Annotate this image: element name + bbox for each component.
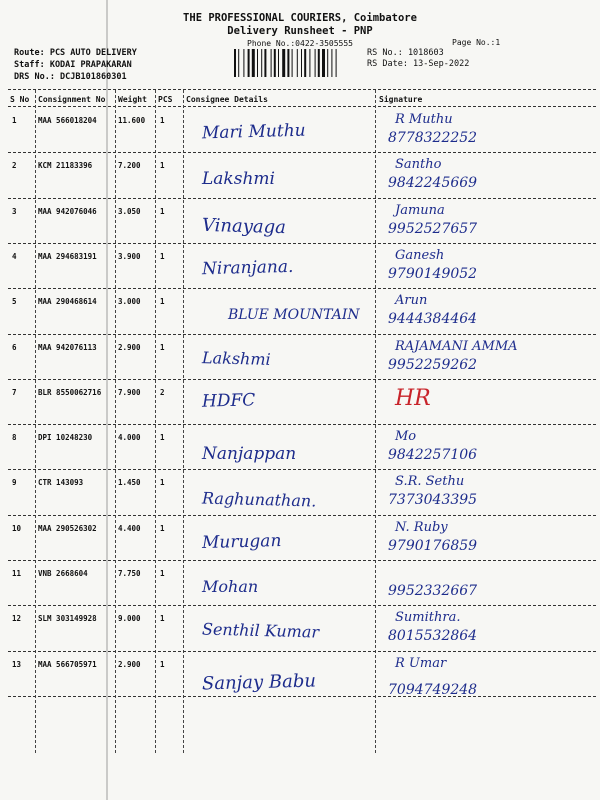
row-sno: 3 — [12, 206, 17, 216]
row-divider — [8, 696, 596, 697]
header-consignment: Consignment No — [38, 95, 106, 104]
row-weight: 4.000 — [118, 433, 141, 443]
row-pcs: 1 — [160, 116, 165, 125]
row-phone: 9952332667 — [388, 583, 478, 599]
row-consignment-no: MAA 942076113 — [38, 342, 97, 352]
column-divider — [183, 90, 184, 753]
row-consignee-name: Murugan — [201, 530, 282, 553]
row-sno: 10 — [12, 523, 22, 533]
row-weight: 9.000 — [118, 614, 141, 624]
row-weight: 3.050 — [118, 206, 141, 216]
row-signature: R Muthu — [395, 112, 453, 127]
row-sno: 13 — [12, 659, 22, 669]
staff-label: Staff: KODAI PRAPAKARAN — [14, 60, 132, 70]
row-signature: Sumithra. — [395, 610, 461, 626]
row-signature: HR — [395, 385, 431, 411]
row-pcs: 1 — [160, 659, 165, 669]
row-phone: 9842245669 — [388, 175, 478, 192]
row-signature: Santho — [395, 157, 442, 173]
row-phone: 9790176859 — [388, 537, 478, 554]
company-name: THE PROFESSIONAL COURIERS, Coimbatore — [183, 12, 417, 24]
divider — [8, 106, 596, 107]
row-signature: N. Ruby — [395, 519, 448, 535]
row-divider — [8, 605, 596, 606]
row-signature: S.R. Sethu — [395, 474, 465, 490]
row-weight: 1.450 — [118, 478, 141, 488]
row-signature: Jamuna — [395, 202, 445, 218]
row-divider — [8, 469, 596, 470]
route-label: Route: PCS AUTO DELIVERY — [14, 48, 137, 58]
row-divider — [8, 198, 596, 199]
row-signature: RAJAMANI AMMA — [395, 338, 518, 354]
header-pcs: PCS — [158, 95, 173, 104]
row-signature: Mo — [395, 429, 417, 445]
column-divider — [115, 90, 116, 753]
row-signature: Arun — [395, 293, 428, 309]
row-pcs: 1 — [160, 569, 165, 578]
row-divider — [8, 424, 596, 425]
row-pcs: 1 — [160, 206, 165, 216]
row-consignment-no: VNB 2668604 — [38, 569, 88, 578]
row-phone: 9842257106 — [388, 447, 478, 464]
row-sno: 11 — [12, 569, 22, 578]
row-pcs: 1 — [160, 297, 165, 307]
column-divider — [375, 90, 376, 753]
row-signature: R Umar — [395, 655, 447, 671]
row-sno: 8 — [12, 433, 17, 443]
row-phone: 8015532864 — [388, 628, 478, 645]
row-consignment-no: MAA 566705971 — [38, 659, 97, 669]
row-consignee-name: Vinayaga — [201, 214, 287, 238]
row-consignee-name: Lakshmi — [202, 169, 275, 190]
row-phone: 9952527657 — [388, 220, 478, 237]
row-divider — [8, 651, 596, 652]
paper-fold-line — [106, 0, 108, 800]
row-pcs: 1 — [160, 161, 165, 171]
column-divider — [35, 90, 36, 753]
header-sno: S No — [10, 95, 30, 104]
row-consignment-no: SLM 303149928 — [38, 614, 97, 624]
row-phone: 7094749248 — [388, 681, 478, 698]
row-phone: 9790149052 — [388, 265, 478, 282]
row-divider — [8, 515, 596, 516]
row-consignee-name: Niranjana. — [201, 256, 294, 280]
row-consignment-no: MAA 294683191 — [38, 251, 97, 261]
row-consignment-no: CTR 143093 — [38, 478, 84, 488]
row-consignee-name: Nanjappan — [202, 444, 297, 465]
divider — [8, 89, 596, 90]
rs-date: RS Date: 13-Sep-2022 — [367, 59, 470, 69]
row-consignee-name: Mohan — [202, 577, 259, 596]
row-sno: 1 — [12, 116, 17, 125]
row-consignment-no: MAA 290468614 — [38, 297, 97, 307]
row-divider — [8, 334, 596, 335]
phone-number: Phone No.:0422-3505555 — [247, 39, 353, 48]
row-weight: 3.000 — [118, 297, 141, 307]
row-consignment-no: MAA 942076046 — [38, 206, 97, 216]
row-divider — [8, 288, 596, 289]
rs-number: RS No.: 1018603 — [367, 48, 444, 58]
row-weight: 7.750 — [118, 569, 141, 578]
row-phone: 8778322252 — [388, 130, 478, 146]
row-weight: 7.900 — [118, 387, 141, 397]
row-consignee-name: Sanjay Babu — [201, 670, 317, 695]
row-weight: 11.600 — [118, 116, 146, 125]
row-pcs: 1 — [160, 478, 165, 488]
barcode-icon — [233, 49, 359, 77]
row-weight: 4.400 — [118, 523, 141, 533]
row-pcs: 1 — [160, 433, 165, 443]
row-consignee-name: Lakshmi — [201, 347, 271, 369]
row-phone: 9952259262 — [388, 356, 478, 373]
row-weight: 2.900 — [118, 659, 141, 669]
row-weight: 7.200 — [118, 161, 141, 171]
row-consignment-no: KCM 21183396 — [38, 161, 93, 171]
row-divider — [8, 152, 596, 153]
row-signature: Ganesh — [395, 247, 445, 263]
row-sno: 9 — [12, 478, 17, 488]
row-sno: 2 — [12, 161, 17, 171]
row-consignee-name: HDFC — [201, 390, 256, 412]
row-sno: 4 — [12, 251, 17, 261]
column-divider — [155, 90, 156, 753]
row-consignment-no: BLR 8550062716 — [38, 387, 102, 397]
header-signature: Signature — [379, 95, 423, 104]
row-sno: 5 — [12, 297, 17, 307]
row-consignee-name: Senthil Kumar — [201, 619, 320, 642]
row-pcs: 1 — [160, 523, 165, 533]
row-pcs: 2 — [160, 387, 165, 397]
row-consignment-no: DPI 10248230 — [38, 433, 93, 443]
row-pcs: 1 — [160, 614, 165, 624]
row-pcs: 1 — [160, 342, 165, 352]
document-title: Delivery Runsheet - PNP — [227, 25, 373, 37]
row-consignee-name: Raghunathan. — [201, 488, 317, 511]
row-weight: 3.900 — [118, 251, 141, 261]
header-consignee: Consignee Details — [186, 95, 268, 104]
header-weight: Weight — [118, 95, 147, 104]
row-pcs: 1 — [160, 251, 165, 261]
row-phone: 9444384464 — [388, 311, 478, 328]
row-sno: 6 — [12, 342, 17, 352]
drs-label: DRS No.: DCJB101860301 — [14, 72, 127, 82]
page-number: Page No.:1 — [452, 38, 501, 47]
row-divider — [8, 379, 596, 380]
row-divider — [8, 560, 596, 561]
row-consignee-name: Mari Muthu — [201, 120, 306, 144]
row-sno: 12 — [12, 614, 22, 624]
row-divider — [8, 243, 596, 244]
row-phone: 7373043395 — [388, 492, 478, 509]
row-consignee-name: BLUE MOUNTAIN — [228, 307, 360, 324]
row-sno: 7 — [12, 387, 17, 397]
row-weight: 2.900 — [118, 342, 141, 352]
row-consignment-no: MAA 290526302 — [38, 523, 97, 533]
row-consignment-no: MAA 566018204 — [38, 116, 97, 125]
